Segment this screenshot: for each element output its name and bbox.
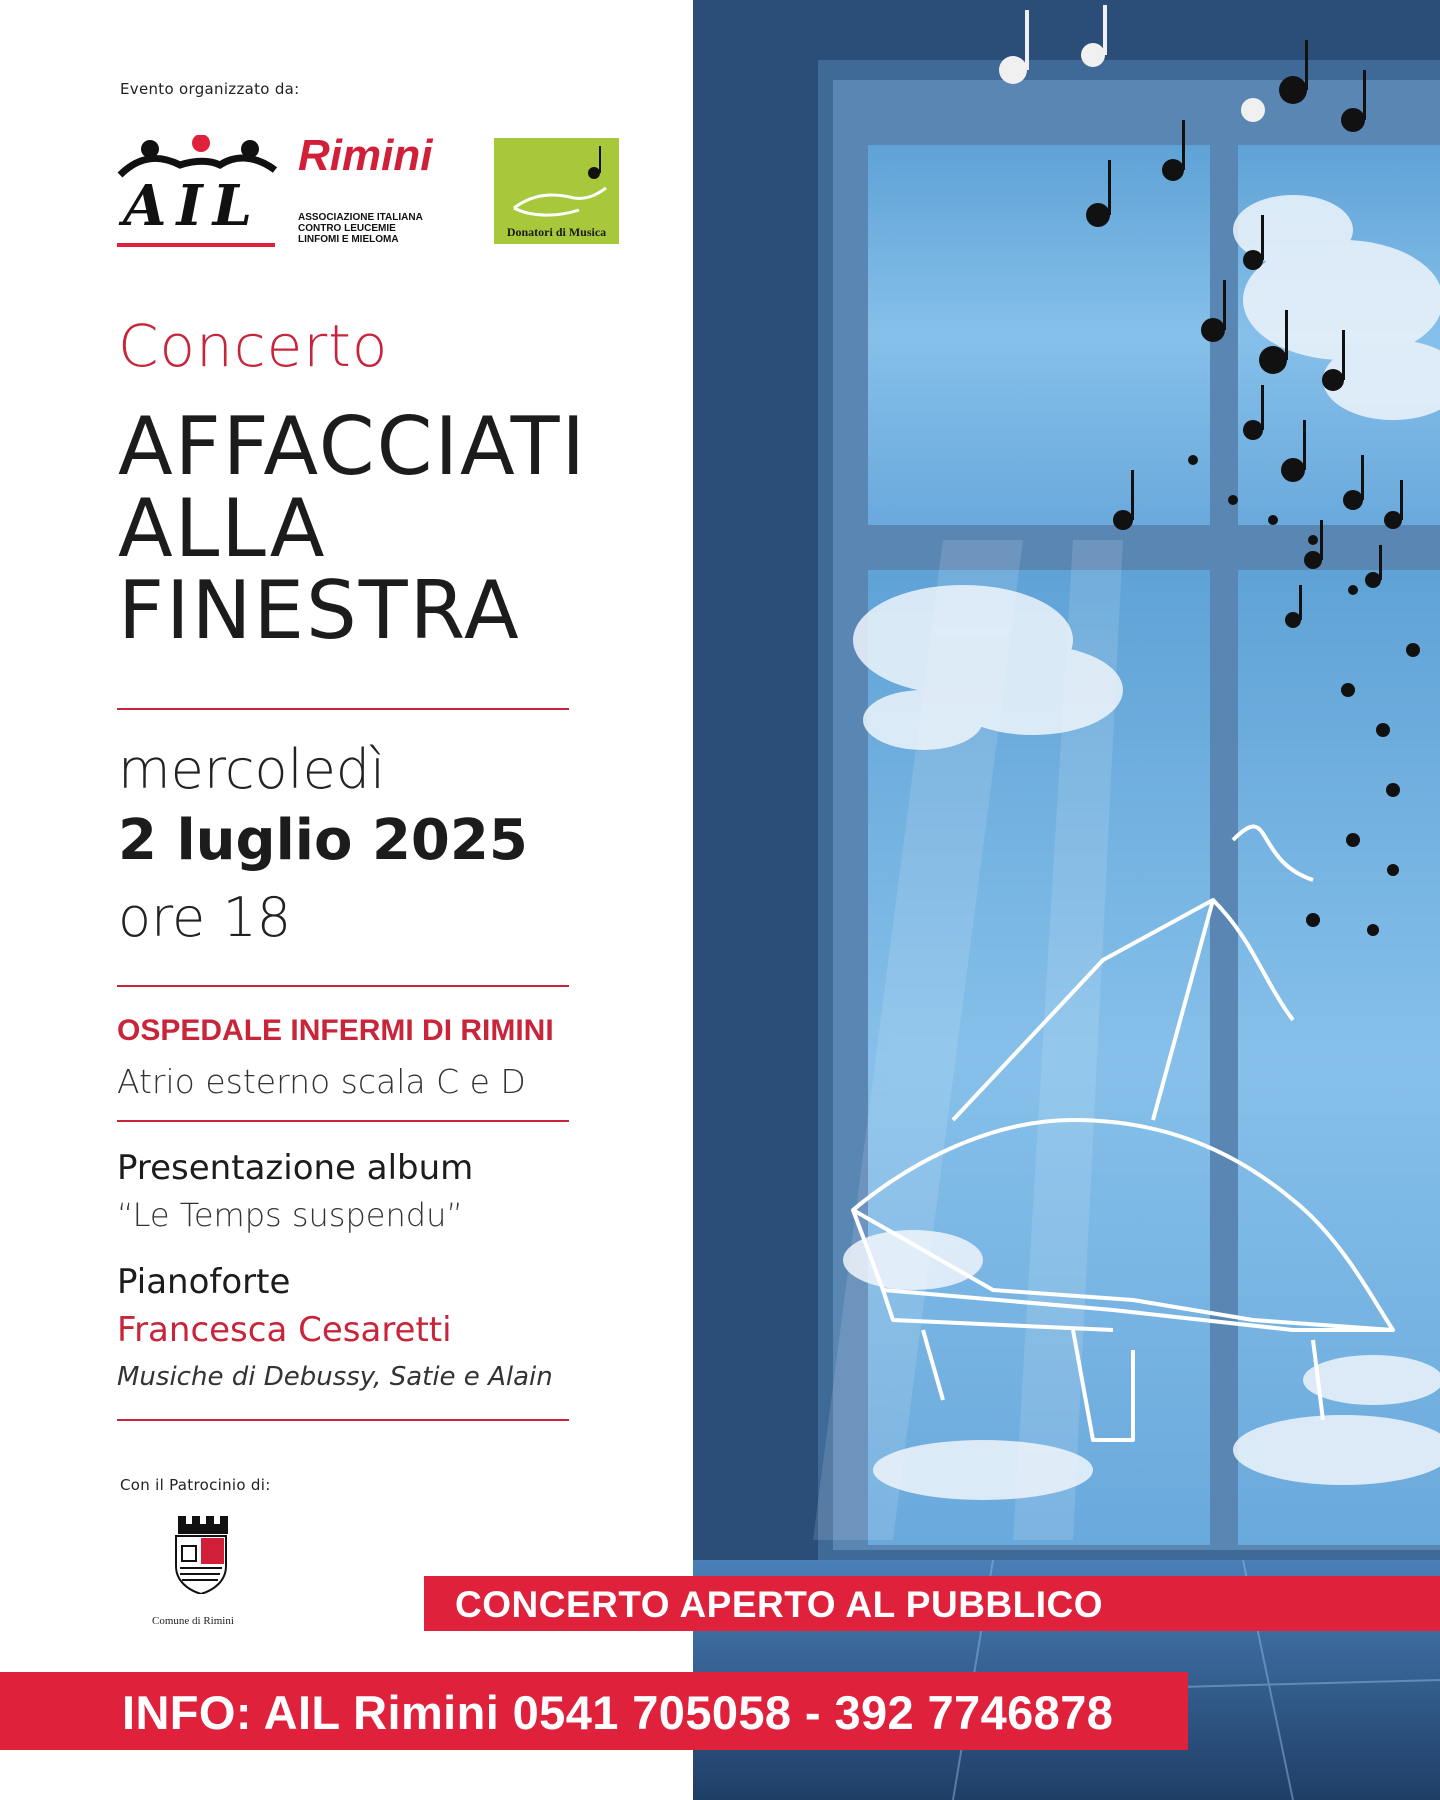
event-title <box>118 400 588 657</box>
donatori-label: Donatori di Musica <box>506 225 607 239</box>
event-kind: Concerto <box>118 312 389 380</box>
venue-name: OSPEDALE INFERMI DI RIMINI <box>117 1014 554 1047</box>
ail-subtitle: ASSOCIAZIONE ITALIANA CONTRO LEUCEMIE LINFOMI E MIELOMA <box>298 212 423 245</box>
event-day: mercoledì <box>118 738 386 801</box>
crest-icon <box>170 1516 230 1594</box>
window-icon <box>693 0 1440 1800</box>
venue-detail: Atrio esterno scala C e D <box>117 1062 526 1101</box>
divider <box>117 708 569 710</box>
music-program: Musiche di Debussy, Satie e Alain <box>117 1362 553 1392</box>
divider <box>117 985 569 987</box>
ail-letters: AIL <box>123 173 263 239</box>
window-illustration <box>693 0 1440 1800</box>
title-line: FINESTRA <box>118 564 521 657</box>
info-banner <box>0 1672 1188 1750</box>
ail-logo <box>115 131 450 250</box>
organizer-label: Evento organizzato da: <box>120 80 300 98</box>
title-line: ALLA <box>118 482 327 575</box>
divider <box>117 1419 569 1421</box>
divider <box>117 1120 569 1122</box>
event-date: 2 luglio 2025 <box>118 808 528 873</box>
artist-name: Francesca Cesaretti <box>117 1310 452 1350</box>
donatori-logo <box>494 138 619 244</box>
comune-label: Comune di Rimini <box>152 1615 234 1627</box>
album-title: “Le Temps suspendu” <box>117 1196 463 1234</box>
open-concert-text: CONCERTO APERTO AL PUBBLICO <box>455 1584 1104 1625</box>
title-line: AFFACCIATI <box>118 400 588 493</box>
info-text: INFO: AIL Rimini 0541 705058 - 392 7746878 <box>122 1686 1114 1739</box>
instrument-label: Pianoforte <box>117 1262 291 1302</box>
ail-city: Rimini <box>298 131 433 180</box>
open-concert-banner <box>424 1576 1440 1631</box>
patronage-label: Con il Patrocinio di: <box>120 1476 271 1494</box>
presentation-label: Presentazione album <box>117 1148 474 1188</box>
event-time: ore 18 <box>118 886 292 949</box>
